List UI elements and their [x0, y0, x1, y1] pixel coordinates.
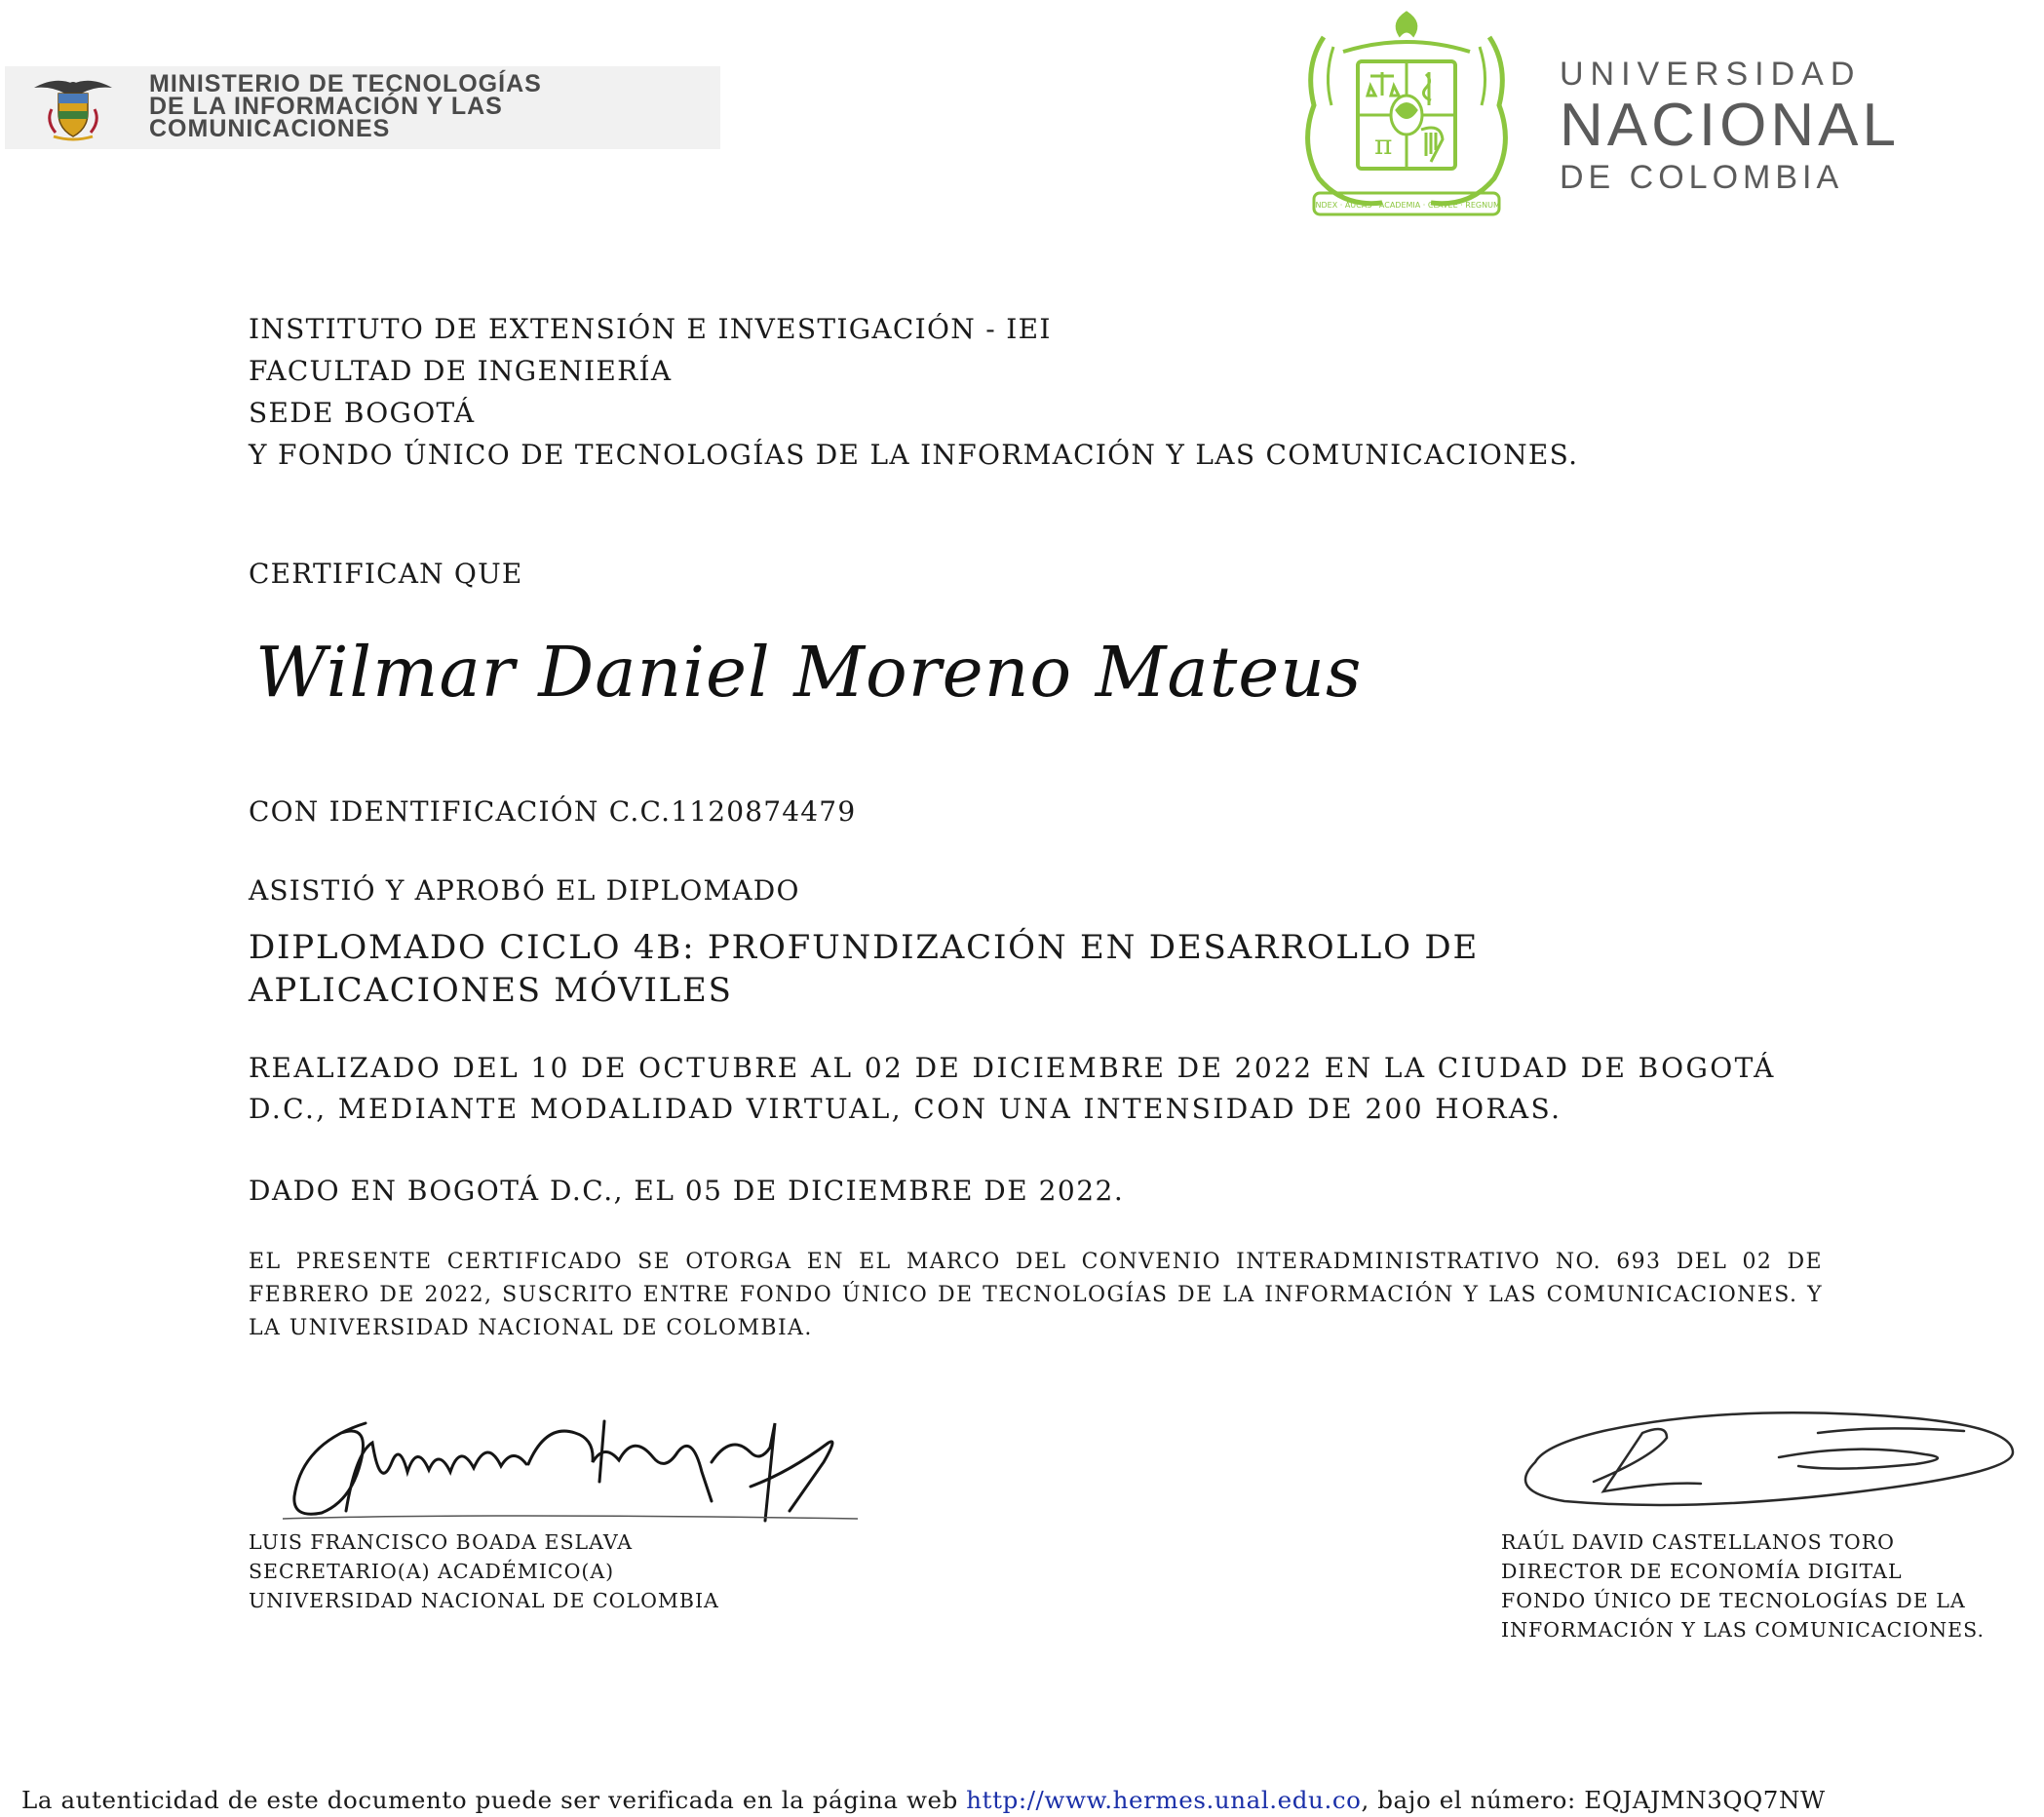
unal-seal-icon	[1285, 8, 1528, 222]
signature-right	[1506, 1404, 2023, 1511]
verification-link[interactable]: http://www.hermes.unal.edu.co	[966, 1786, 1362, 1814]
institution-line: INSTITUTO DE EXTENSIÓN E INVESTIGACIÓN - IEI	[249, 313, 1052, 345]
university-line: DE COLOMBIA	[1560, 159, 1844, 196]
signatory-right	[1501, 1527, 1985, 1644]
signatory-title: SECRETARIO(A) ACADÉMICO(A)	[249, 1560, 615, 1583]
realizado-line: REALIZADO DEL 10 DE OCTUBRE AL 02 DE DICIEMBRE DE 2022 EN LA CIUDAD DE BOGOTÁ	[249, 1052, 1776, 1084]
signatory-org: INFORMACIÓN Y LAS COMUNICACIONES.	[1501, 1618, 1985, 1642]
footer-text: La autenticidad de este documento puede ser verificada en la página web	[21, 1786, 967, 1814]
signatory-org: UNIVERSIDAD NACIONAL DE COLOMBIA	[249, 1589, 719, 1612]
issue-date-text: DADO EN BOGOTÁ D.C., EL 05 DE DICIEMBRE DE 2022.	[249, 1175, 1125, 1207]
realizado-line: D.C., MEDIANTE MODALIDAD VIRTUAL, CON UNA INTENSIDAD DE 200 HORAS.	[249, 1093, 1562, 1125]
signatory-left	[249, 1527, 719, 1615]
course-line: APLICACIONES MÓVILES	[249, 971, 733, 1010]
footer-code-text: , bajo el número: EQJAJMN3QQ7NW	[1361, 1786, 1826, 1814]
identification-text: CON IDENTIFICACIÓN C.C.1120874479	[249, 795, 857, 828]
institution-line: Y FONDO ÚNICO DE TECNOLOGÍAS DE LA INFORMACIÓN Y LAS COMUNICACIONES.	[249, 439, 1579, 471]
course-title	[249, 926, 1479, 1012]
university-line: UNIVERSIDAD	[1560, 56, 1862, 93]
signatory-title: DIRECTOR DE ECONOMÍA DIGITAL	[1501, 1560, 1903, 1583]
realizado-text	[249, 1048, 1776, 1130]
attended-text: ASISTIÓ Y APROBÓ EL DIPLOMADO	[249, 874, 800, 907]
signatory-name: RAÚL DAVID CASTELLANOS TORO	[1501, 1530, 1895, 1554]
university-line: NACIONAL	[1560, 92, 1900, 159]
course-line: DIPLOMADO CICLO 4B: PROFUNDIZACIÓN EN DESARROLLO DE	[249, 928, 1480, 967]
institution-list	[249, 308, 1578, 476]
signatory-name: LUIS FRANCISCO BOADA ESLAVA	[249, 1530, 634, 1554]
signatory-org: FONDO ÚNICO DE TECNOLOGÍAS DE LA	[1501, 1589, 1966, 1612]
ministry-header	[5, 66, 720, 149]
recipient-name: Wilmar Daniel Moreno Mateus	[255, 632, 1363, 713]
ministry-line: DE LA INFORMACIÓN Y LAS	[149, 93, 503, 120]
ministry-name	[149, 70, 542, 142]
ministry-line: COMUNICACIONES	[149, 115, 391, 142]
university-wordmark	[1560, 55, 1900, 197]
seal-motto: INDEX · AUCAS · ACADEMIA · CLAVEE · REGNUM	[1313, 201, 1500, 210]
ministry-line: MINISTERIO DE TECNOLOGÍAS	[149, 70, 542, 97]
institution-line: FACULTAD DE INGENIERÍA	[249, 355, 673, 387]
certifican-text: CERTIFICAN QUE	[249, 558, 523, 590]
verification-footer	[21, 1786, 1826, 1814]
signature-left	[283, 1404, 858, 1530]
agreement-paragraph: EL PRESENTE CERTIFICADO SE OTORGA EN EL MARCO DEL CONVENIO INTERADMINISTRATIVO NO. 693 DEL 02 DE FEBRERO DE 2022, SUSCRITO ENTRE FONDO ÚNICO DE TECNOLOGÍAS DE LA INFORMACIÓN Y LAS COMUNICACIONES. Y LA UNIVERSIDAD NACIONAL DE COLOMBIA.	[249, 1250, 1823, 1340]
svg-text:π: π	[1374, 129, 1393, 161]
colombia-coat-of-arms-icon	[26, 74, 120, 142]
institution-line: SEDE BOGOTÁ	[249, 397, 476, 429]
